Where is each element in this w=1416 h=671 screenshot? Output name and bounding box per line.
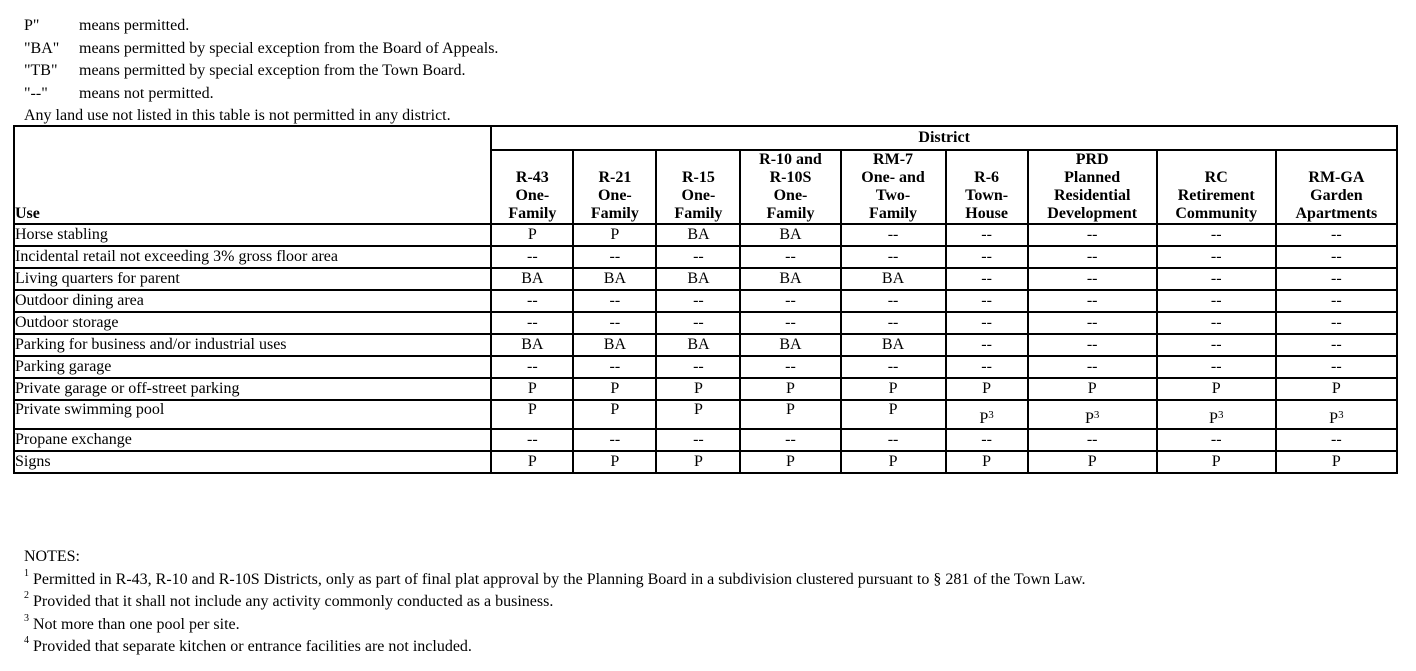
column-header-line: One- and	[861, 169, 925, 186]
footnote-marker: 3	[1217, 409, 1224, 421]
permission-cell	[740, 268, 840, 290]
permission-value: BA	[603, 336, 626, 353]
permission-cell	[841, 429, 946, 451]
permission-value: P	[610, 380, 620, 397]
permission-cell	[573, 312, 656, 334]
column-header-line: R-15	[681, 169, 715, 186]
permission-value: BA	[881, 336, 905, 353]
permission-cell	[656, 312, 740, 334]
permission-cell	[946, 378, 1028, 400]
permission-value: P	[693, 401, 703, 418]
permission-cell	[946, 429, 1028, 451]
permission-cell	[946, 268, 1028, 290]
footnote-number: 1	[24, 567, 29, 579]
permission-value: --	[1331, 336, 1342, 353]
legend-code: "TB"	[24, 62, 58, 79]
permission-cell	[1157, 312, 1276, 334]
permission-cell	[491, 312, 573, 334]
column-header-line: Garden	[1310, 187, 1363, 204]
permission-cell	[573, 356, 656, 378]
footnote-list	[24, 569, 1086, 659]
permission-cell	[1028, 246, 1157, 268]
permission-cell	[656, 334, 740, 356]
permission-value: BA	[779, 226, 802, 243]
permission-cell	[740, 429, 840, 451]
table-body	[14, 224, 1397, 473]
footnote	[24, 591, 1086, 614]
permission-cell	[740, 400, 840, 429]
column-header-line: Family	[590, 205, 639, 222]
district-column-header	[1276, 150, 1397, 224]
table-row	[14, 224, 1397, 246]
permission-value: --	[609, 248, 621, 265]
legend-meaning: means permitted by special exception from the Town Board.	[79, 62, 466, 79]
permission-value: --	[887, 358, 899, 375]
district-column-header	[491, 150, 573, 224]
permission-cell	[1028, 429, 1157, 451]
permission-value: BA	[779, 270, 802, 287]
district-column-header	[740, 150, 840, 224]
permission-cell	[841, 246, 946, 268]
column-header-line: R-21	[598, 169, 632, 186]
district-column-header	[656, 150, 740, 224]
permission-value: BA	[687, 226, 710, 243]
permission-value: --	[1331, 431, 1342, 448]
permission-cell	[841, 224, 946, 246]
permission-value: BA	[881, 270, 905, 287]
permission-value: --	[1210, 358, 1222, 375]
permission-cell	[656, 268, 740, 290]
permission-cell	[573, 451, 656, 473]
permission-value: --	[693, 292, 704, 309]
use-column-header: Use	[14, 126, 491, 224]
permission-value: P	[1331, 380, 1341, 397]
permission-cell	[573, 429, 656, 451]
use-cell: Parking for business and/or industrial uses	[14, 334, 491, 356]
permission-value: --	[981, 431, 992, 448]
table-row	[14, 246, 1397, 268]
permission-cell	[841, 451, 946, 473]
permission-cell	[740, 246, 840, 268]
permission-cell	[656, 224, 740, 246]
permission-value: --	[1210, 270, 1222, 287]
permission-value: BA	[779, 336, 802, 353]
permission-value: --	[887, 248, 899, 265]
permission-value: P	[888, 453, 898, 470]
permission-cell	[946, 246, 1028, 268]
permission-value: --	[609, 431, 621, 448]
legend-code: P"	[24, 17, 40, 34]
permission-cell	[1028, 400, 1157, 429]
permission-value: --	[527, 248, 538, 265]
permission-value: P	[1084, 410, 1094, 427]
permission-value: BA	[521, 270, 544, 287]
permission-cell	[740, 451, 840, 473]
footnote-number: 4	[24, 635, 29, 646]
permission-value: P	[982, 453, 992, 470]
permission-value: --	[693, 314, 704, 331]
permission-value: --	[1210, 314, 1222, 331]
district-column-header	[1028, 150, 1157, 224]
permission-cell	[1157, 246, 1276, 268]
permission-value: --	[785, 292, 796, 309]
permission-value: P	[786, 401, 795, 418]
permission-cell	[1276, 268, 1397, 290]
table-row	[14, 356, 1397, 378]
footnote	[24, 636, 1086, 659]
permission-value: P	[527, 380, 537, 397]
permission-value: --	[527, 292, 538, 309]
permission-cell	[841, 312, 946, 334]
permission-cell	[841, 334, 946, 356]
permission-value: P	[610, 226, 620, 243]
permission-cell	[841, 290, 946, 312]
table-row	[14, 429, 1397, 451]
permission-cell	[491, 429, 573, 451]
permission-cell	[491, 378, 573, 400]
permission-cell	[573, 224, 656, 246]
unlisted-use-note: Any land use not listed in this table is not permitted in any district.	[24, 107, 451, 124]
permission-cell	[491, 224, 573, 246]
permission-cell	[740, 334, 840, 356]
permission-cell	[841, 268, 946, 290]
footnote-text: Permitted in R-43, R-10 and R-10S Districts, only as part of final plat approval by the Planning Board in a subdivision clustered pursuant to § 281 of the Town Law.	[33, 570, 1086, 588]
permission-value: --	[785, 314, 796, 331]
permission-cell	[946, 312, 1028, 334]
permission-cell	[1028, 356, 1157, 378]
permission-cell	[1276, 400, 1397, 429]
permission-value: P	[610, 401, 620, 418]
permission-cell	[841, 378, 946, 400]
permission-value: --	[1210, 248, 1222, 265]
permission-value: --	[1210, 431, 1222, 448]
legend	[24, 15, 498, 128]
table-row	[14, 312, 1397, 334]
permission-cell	[946, 224, 1028, 246]
column-header-line: Retirement	[1177, 187, 1255, 204]
permission-value: P	[1211, 380, 1221, 397]
permission-cell	[656, 400, 740, 429]
use-cell: Outdoor storage	[14, 312, 491, 334]
permission-value: --	[1086, 358, 1098, 375]
permission-cell	[740, 224, 840, 246]
permission-value: --	[887, 431, 899, 448]
permission-cell	[946, 451, 1028, 473]
footnote-marker: 3	[1338, 409, 1344, 421]
permission-cell	[491, 334, 573, 356]
table-row	[14, 334, 1397, 356]
permission-value: --	[527, 314, 538, 331]
permission-value: --	[1210, 336, 1222, 353]
permission-cell	[1157, 400, 1276, 429]
table-row	[14, 378, 1397, 400]
column-header-line: One-	[681, 187, 716, 204]
permission-cell	[1276, 378, 1397, 400]
footnote	[24, 614, 1086, 637]
column-header-line: Residential	[1053, 187, 1131, 204]
permission-cell	[491, 268, 573, 290]
permission-cell	[740, 312, 840, 334]
legend-item	[24, 15, 498, 38]
column-header-line: Planned	[1064, 169, 1121, 186]
permission-value: --	[527, 431, 538, 448]
permission-cell	[1028, 451, 1157, 473]
permission-cell	[1157, 334, 1276, 356]
permission-cell	[841, 356, 946, 378]
permission-value: --	[1331, 226, 1342, 243]
legend-item	[24, 83, 498, 106]
column-header-line: One-	[515, 187, 550, 204]
column-header-line: R-6	[974, 169, 1000, 186]
permission-value: --	[609, 358, 621, 375]
legend-code: "--"	[24, 84, 48, 102]
use-cell: Outdoor dining area	[14, 290, 491, 312]
use-cell: Propane exchange	[14, 429, 491, 451]
permission-cell	[656, 429, 740, 451]
permission-value: --	[785, 431, 796, 448]
permission-value: --	[981, 248, 992, 265]
table-row	[14, 400, 1397, 429]
permission-value: P	[979, 410, 989, 427]
permission-value: P	[693, 380, 703, 397]
permission-cell	[573, 400, 656, 429]
permission-value: P	[610, 453, 620, 470]
permission-cell	[1276, 356, 1397, 378]
district-column-header	[1157, 150, 1276, 224]
permission-cell	[1028, 224, 1157, 246]
permission-value: --	[1086, 336, 1098, 353]
permission-value: --	[1086, 226, 1098, 243]
permission-value: P	[888, 380, 898, 397]
permission-value: --	[1331, 248, 1342, 265]
permission-cell	[1157, 224, 1276, 246]
permission-value: P	[527, 453, 537, 470]
footnote	[24, 569, 1086, 592]
district-header: District	[491, 126, 1397, 150]
permission-cell	[1276, 429, 1397, 451]
permission-value: --	[1331, 292, 1342, 309]
column-header-line: House	[965, 205, 1008, 222]
use-cell: Living quarters for parent	[14, 268, 491, 290]
permission-value: --	[1331, 314, 1342, 331]
permission-cell	[1276, 224, 1397, 246]
permission-cell	[946, 290, 1028, 312]
permission-cell	[1028, 334, 1157, 356]
permission-value: --	[981, 336, 992, 353]
permission-value: P	[1331, 453, 1341, 470]
permission-cell	[1157, 290, 1276, 312]
legend-meaning: means permitted by special exception from the Board of Appeals.	[79, 39, 499, 57]
permission-value: --	[981, 314, 992, 331]
permission-value: --	[785, 248, 796, 265]
permission-value: --	[785, 358, 796, 375]
footnote-text: Provided that it shall not include any activity commonly conducted as a business.	[33, 593, 554, 610]
permission-cell	[491, 246, 573, 268]
notes-section	[24, 546, 1086, 659]
permission-value: BA	[687, 270, 710, 287]
permission-value: --	[609, 292, 621, 309]
column-header-line: RM-7	[873, 151, 914, 168]
permission-cell	[573, 290, 656, 312]
column-header-line: Family	[869, 205, 918, 222]
permission-cell	[491, 400, 573, 429]
footnote-text: Not more than one pool per site.	[33, 615, 240, 633]
permission-cell	[1157, 429, 1276, 451]
permission-value: --	[609, 314, 621, 331]
permission-cell	[841, 400, 946, 429]
column-header-line: Family	[766, 205, 815, 222]
district-column-header	[573, 150, 656, 224]
permission-value: --	[693, 358, 704, 375]
permission-value: --	[981, 226, 992, 243]
permission-value: P	[786, 380, 795, 397]
column-header-line: RM-GA	[1308, 169, 1365, 186]
permission-cell	[1157, 378, 1276, 400]
permission-value: --	[887, 314, 899, 331]
permission-cell	[573, 246, 656, 268]
permission-value: P	[1087, 380, 1097, 397]
column-header-line: Family	[508, 205, 557, 222]
permission-value: --	[1210, 292, 1222, 309]
permission-value: --	[693, 431, 704, 448]
permission-cell	[1028, 378, 1157, 400]
permission-cell	[1276, 290, 1397, 312]
permission-value: --	[1086, 248, 1098, 265]
permission-value: P	[1087, 453, 1097, 470]
permission-cell	[656, 378, 740, 400]
permission-cell	[573, 378, 656, 400]
use-cell: Private swimming pool	[14, 400, 491, 429]
permission-value: --	[1086, 314, 1098, 331]
permission-value: --	[1331, 358, 1342, 375]
column-header-line: Two-	[875, 187, 911, 204]
permission-cell	[946, 356, 1028, 378]
column-header-line: R-10S	[769, 169, 812, 186]
column-header-line: Family	[674, 205, 723, 222]
permission-cell	[491, 451, 573, 473]
permission-value: P	[888, 401, 898, 418]
table-row	[14, 451, 1397, 473]
permission-value: --	[887, 226, 899, 243]
permission-cell	[1276, 334, 1397, 356]
permission-cell	[1157, 356, 1276, 378]
footnote-marker: 3	[1093, 409, 1100, 421]
permission-value: P	[1329, 410, 1339, 427]
permission-cell	[656, 356, 740, 378]
column-header-line: One-	[597, 187, 632, 204]
permission-value: --	[527, 358, 538, 375]
permission-cell	[946, 334, 1028, 356]
permission-value: --	[1086, 431, 1098, 448]
permission-value: BA	[687, 336, 710, 353]
permission-value: --	[887, 292, 899, 309]
permission-cell	[573, 268, 656, 290]
use-cell: Horse stabling	[14, 224, 491, 246]
permission-value: P	[1211, 453, 1221, 470]
legend-item	[24, 60, 498, 83]
table-row	[14, 268, 1397, 290]
column-header-line: Community	[1175, 205, 1258, 222]
permission-value: --	[981, 358, 992, 375]
column-header-line: R-43	[515, 169, 549, 186]
column-header-line: R-10 and	[759, 151, 822, 168]
permission-cell	[1157, 451, 1276, 473]
notes-heading: NOTES:	[24, 548, 80, 565]
permission-value: --	[693, 248, 704, 265]
use-cell: Signs	[14, 451, 491, 473]
permission-cell	[656, 246, 740, 268]
permission-cell	[1276, 246, 1397, 268]
footnote-marker: 3	[988, 409, 994, 421]
table-row	[14, 290, 1397, 312]
permission-value: P	[693, 453, 703, 470]
column-header-line: RC	[1204, 169, 1228, 186]
column-header-line: Development	[1047, 205, 1138, 222]
permission-value: BA	[521, 336, 544, 353]
permission-cell	[1276, 312, 1397, 334]
permission-cell	[1157, 268, 1276, 290]
permission-value: P	[1209, 410, 1218, 427]
permission-cell	[946, 400, 1028, 429]
permission-value: P	[527, 226, 537, 243]
column-header-line: PRD	[1075, 151, 1109, 168]
permission-cell	[656, 290, 740, 312]
use-cell: Private garage or off-street parking	[14, 378, 491, 400]
permission-cell	[573, 334, 656, 356]
legend-meaning: means permitted.	[79, 17, 190, 34]
permission-value: P	[527, 401, 537, 418]
legend-item	[24, 38, 498, 61]
permission-cell	[1028, 312, 1157, 334]
permission-cell	[740, 378, 840, 400]
legend-meaning: means not permitted.	[79, 84, 214, 102]
district-column-header	[841, 150, 946, 224]
permission-value: --	[1210, 226, 1222, 243]
footnote-number: 2	[24, 590, 29, 601]
permission-value: --	[981, 292, 992, 309]
use-cell: Incidental retail not exceeding 3% gross floor area	[14, 246, 491, 268]
district-column-header	[946, 150, 1028, 224]
column-header-line: One-	[773, 187, 808, 204]
column-header-line: Town-	[965, 187, 1009, 204]
footnote-number: 3	[24, 612, 29, 624]
permission-cell	[656, 451, 740, 473]
permission-cell	[1276, 451, 1397, 473]
district-use-table	[13, 125, 1398, 474]
footnote-text: Provided that separate kitchen or entrance facilities are not included.	[33, 638, 472, 655]
permission-value: --	[1086, 270, 1098, 287]
permission-cell	[491, 356, 573, 378]
permission-cell	[1028, 290, 1157, 312]
use-cell: Parking garage	[14, 356, 491, 378]
permission-cell	[740, 290, 840, 312]
column-header-line: Apartments	[1295, 205, 1378, 222]
permission-value: P	[786, 453, 795, 470]
legend-code: "BA"	[24, 39, 60, 57]
permission-value: BA	[603, 270, 626, 287]
permission-value: P	[982, 380, 992, 397]
permission-value: --	[1086, 292, 1098, 309]
permission-value: --	[981, 270, 992, 287]
permission-value: --	[1331, 270, 1342, 287]
permission-cell	[740, 356, 840, 378]
permission-cell	[491, 290, 573, 312]
permission-cell	[1028, 268, 1157, 290]
